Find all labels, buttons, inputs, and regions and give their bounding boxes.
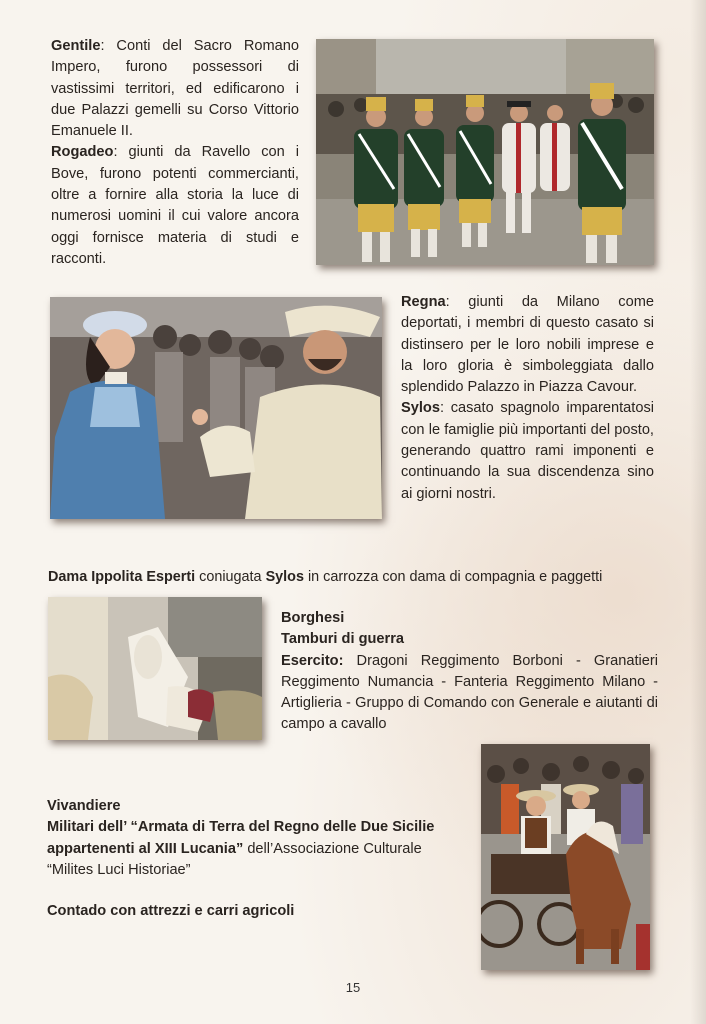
groups-text <box>281 608 658 736</box>
photo-dancing-couple <box>50 297 382 519</box>
esercito-paragraph <box>281 651 658 736</box>
regna-name: Regna <box>401 294 446 310</box>
tamburi-label: Tamburi di guerra <box>281 631 404 648</box>
photo-pony-cart <box>481 744 650 970</box>
borghesi-label: Borghesi <box>281 610 345 626</box>
regna-sylos-text <box>401 292 654 505</box>
photo-costume-detail <box>48 597 262 740</box>
militari-paragraph <box>47 817 467 881</box>
vivandiere-label: Vivandiere <box>47 798 121 814</box>
rogadeo-text: : giunti da Ravello con i Bove, furono potenti commercianti, oltre a fornire alla storia la luce di numerosi uomini il cui valore ancora oggi fornisce materia di studi e racconti. <box>51 144 299 267</box>
militari-title: Militari dell’ “Armata di Terra del Regno delle Due Sicilie appartenenti al XIII Lucania” <box>47 819 435 857</box>
esercito-text: Dragoni Reggimento Borboni - Granatieri Reggimento Numancia - Fanteria Reggimento Milano - Artiglieria - Gruppo di Comando con Generale e aiutanti di campo a cavallo <box>281 652 658 733</box>
caption-mid: coniugata <box>195 569 266 585</box>
esercito-label: Esercito: <box>281 652 344 669</box>
rogadeo-name: Rogadeo <box>51 144 114 161</box>
caption-dama: Dama Ippolita Esperti <box>48 569 196 585</box>
photo-soldiers-parade <box>316 39 654 265</box>
dama-caption <box>48 567 668 587</box>
caption-rest: in carrozza con dama di compagnia e paggetti <box>303 569 603 585</box>
sylos-text: : casato spagnolo imparentatosi con le famiglie più importanti del posto, generando quattro rami imponenti e continuando la sua discendenza sino ai giorni nostri. <box>401 400 654 502</box>
gentile-rogadeo-text <box>51 36 299 270</box>
caption-sylos: Sylos <box>265 569 304 585</box>
sylos-name: Sylos <box>401 400 440 417</box>
sylos-paragraph <box>401 398 654 504</box>
rogadeo-paragraph <box>51 142 299 270</box>
regna-text: : giunti da Milano come deportati, i membri di questo casato si distinsero per le loro nobili imprese e la loro gloria è simboleggiata dallo splendido Palazzo in Piazza Cavour. <box>401 294 654 396</box>
contado-label: Contado con attrezzi e carri agricoli <box>47 903 295 920</box>
gentile-text: : Conti del Sacro Romano Impero, furono possessori di vastissimi territori, ed edificarono i due Palazzi gemelli su Corso Vittorio Emanuele II. <box>51 38 299 140</box>
page-edge-shadow <box>690 0 706 1024</box>
regna-paragraph <box>401 292 654 398</box>
militari-association: dell’Associazione Culturale “Milites Luci Historiae” <box>47 840 422 878</box>
page-number: 15 <box>345 980 361 995</box>
gentile-paragraph <box>51 36 299 142</box>
lower-text <box>47 796 467 922</box>
gentile-name: Gentile <box>51 38 101 54</box>
